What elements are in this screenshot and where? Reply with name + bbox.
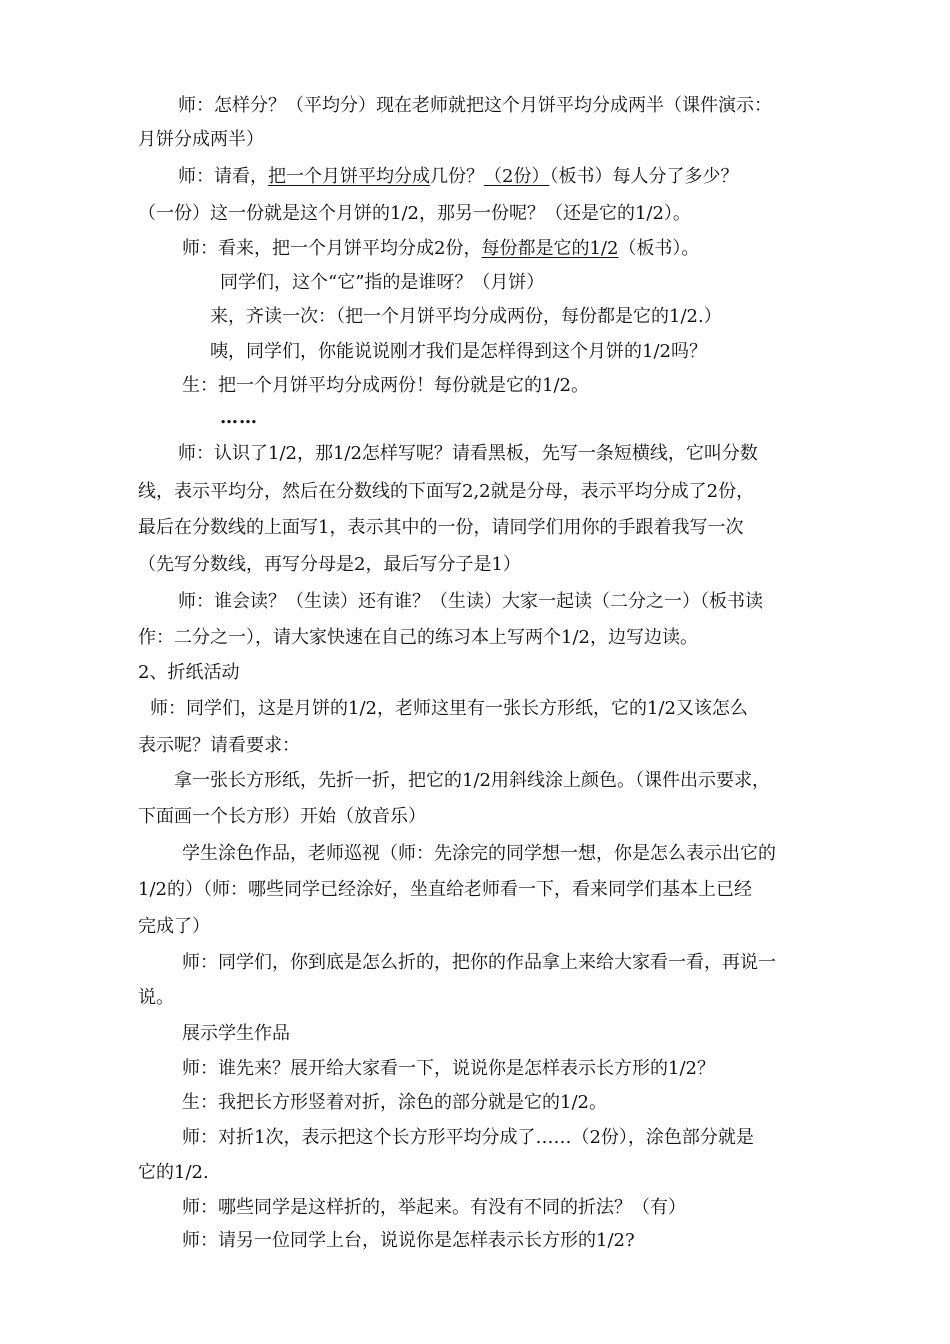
text-segment: 最后在分数线的上面写1，表示其中的一份，请同学们用你的手跟着我写一次 — [138, 517, 744, 538]
text-segment: 1/2的）（师：哪些同学已经涂好，坐直给老师看一下，看来同学们基本上已经 — [138, 879, 752, 900]
text-line-11 — [178, 442, 758, 466]
text-segment: 师：谁先来？展开给大家看一下，说说你是怎样表示长方形的1/2？ — [182, 1058, 715, 1079]
text-line-7 — [210, 305, 722, 329]
text-segment: 师：哪些同学是这样折的，举起来。有没有不同的折法？（有） — [182, 1197, 686, 1218]
text-segment: 师：请另一位同学上台，说说你是怎样表示长方形的1/2? — [182, 1230, 635, 1251]
underlined-blackboard-text: 每份都是它的1/2 — [481, 238, 619, 259]
text-segment: 来，齐读一次：（把一个月饼平均分成两份，每份都是它的1/2.） — [210, 306, 722, 327]
text-segment: 师：请看， — [178, 166, 268, 187]
text-segment: （先写分数线，再写分母是2，最后写分子是1） — [138, 554, 521, 575]
text-line-16 — [138, 626, 698, 650]
text-segment: 师：怎样分？（平均分）现在老师就把这个月饼平均分成两半（课件演示： — [178, 95, 772, 116]
text-segment: 完成了） — [138, 916, 210, 937]
text-line-22 — [182, 842, 776, 866]
text-line-14 — [138, 553, 521, 577]
text-line-10 — [220, 406, 258, 430]
text-line-2 — [138, 128, 264, 152]
text-line-6 — [220, 271, 544, 295]
text-segment: 作：二分之一），请大家快速在自己的练习本上写两个1/2，边写边读。 — [138, 627, 698, 648]
text-line-19 — [138, 734, 300, 758]
text-segment: 生：我把长方形竖着对折，涂色的部分就是它的1/2。 — [182, 1092, 607, 1113]
text-line-26 — [138, 986, 174, 1010]
text-line-32 — [182, 1196, 686, 1220]
text-line-23 — [138, 878, 752, 902]
text-line-15 — [178, 590, 763, 614]
text-line-25 — [182, 951, 776, 975]
text-segment: 2、折纸活动 — [138, 662, 240, 683]
text-line-4 — [138, 202, 691, 226]
text-line-27 — [182, 1022, 290, 1046]
text-line-12 — [138, 480, 754, 504]
text-line-33 — [182, 1229, 635, 1253]
text-segment: 同学们，这个“它”指的是谁呀？（月饼） — [220, 272, 545, 293]
text-segment: （板书）每人分了多少？ — [549, 166, 739, 187]
text-segment: （一份）这一份就是这个月饼的1/2，那另一份呢？（还是它的1/2）。 — [138, 203, 691, 224]
text-segment: 说。 — [138, 987, 174, 1008]
text-line-31 — [138, 1161, 209, 1185]
text-segment: 生：把一个月饼平均分成两份！每份就是它的1/2。 — [182, 375, 589, 396]
text-segment: 学生涂色作品，老师巡视（师：先涂完的同学想一想，你是怎么表示出它的 — [182, 843, 776, 864]
text-line-30 — [182, 1126, 754, 1150]
text-segment: 师：对折1次，表示把这个长方形平均分成了……（2份），涂色部分就是 — [182, 1127, 754, 1148]
text-segment: 师：同学们，你到底是怎么折的，把你的作品拿上来给大家看一看，再说一 — [182, 952, 776, 973]
underlined-blackboard-text: 把一个月饼平均分成 — [268, 166, 430, 187]
text-line-20 — [174, 769, 770, 793]
text-segment: 下面画一个长方形）开始（放音乐） — [138, 806, 426, 827]
text-segment: 咦，同学们，你能说说刚才我们是怎样得到这个月饼的1/2吗？ — [210, 341, 707, 362]
text-line-8 — [210, 340, 707, 364]
text-line-1 — [178, 94, 772, 118]
text-segment: 拿一张长方形纸，先折一折，把它的1/2用斜线涂上颜色。（课件出示要求， — [174, 770, 770, 791]
text-segment: 展示学生作品 — [182, 1023, 290, 1044]
text-segment: 线，表示平均分，然后在分数线的下面写2,2就是分母，表示平均分成了2份， — [138, 481, 755, 502]
text-segment: 师：谁会读？（生读）还有谁？（生读）大家一起读（二分之一）（板书读 — [178, 591, 763, 612]
text-segment: 它的1/2. — [138, 1162, 209, 1183]
text-line-3 — [178, 165, 738, 189]
text-segment: 月饼分成两半） — [138, 129, 264, 150]
text-line-24 — [138, 915, 210, 939]
text-segment: 师：同学们，这是月饼的1/2，老师这里有一张长方形纸，它的1/2又该怎么 — [150, 698, 748, 719]
text-line-18 — [150, 697, 748, 721]
underlined-blackboard-text: （2份） — [484, 166, 550, 187]
text-line-29 — [182, 1091, 607, 1115]
text-segment: （板书）。 — [618, 238, 700, 259]
text-line-9 — [182, 374, 589, 398]
text-segment: 师：认识了1/2，那1/2怎样写呢？请看黑板，先写一条短横线，它叫分数 — [178, 443, 758, 464]
text-line-21 — [138, 805, 426, 829]
text-line-13 — [138, 516, 743, 540]
text-line-28 — [182, 1057, 715, 1081]
ellipsis-text: …… — [220, 407, 258, 428]
text-segment: 师：看来，把一个月饼平均分成2份， — [182, 238, 482, 259]
section-heading — [138, 661, 239, 685]
text-line-5 — [182, 237, 699, 261]
text-segment: 表示呢？请看要求： — [138, 735, 300, 756]
text-segment: 几份？ — [430, 166, 484, 187]
